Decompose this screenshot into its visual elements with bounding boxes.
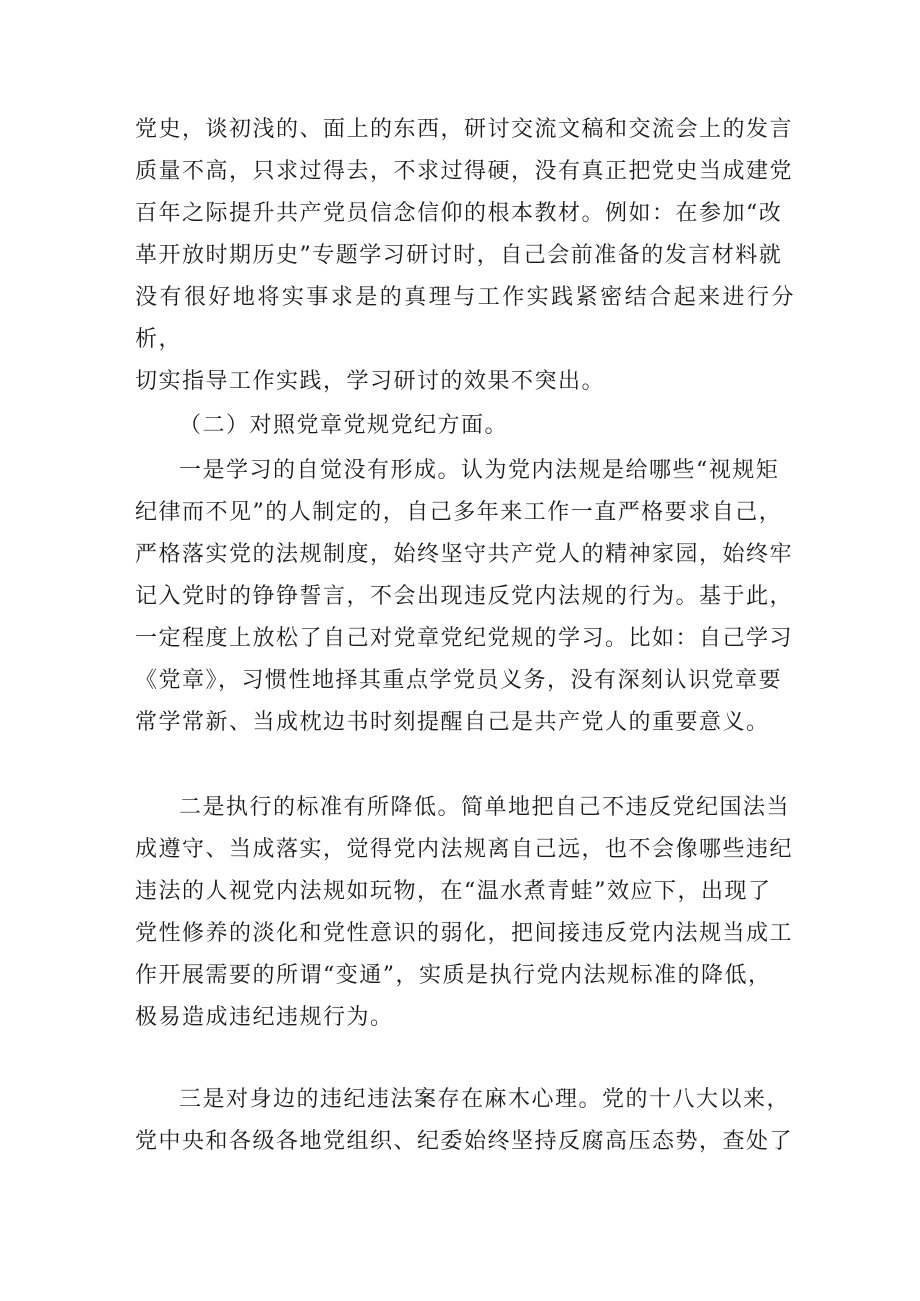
text-line: 质量不高，只求过得去，不求过得硬，没有真正把党史当成建党: [135, 159, 794, 184]
text-line: 作开展需要的所谓“变通”，实质是执行党内法规标准的降低，: [135, 963, 772, 988]
text-line: 百年之际提升共产党员信念信仰的根本教材。例如：在参加“改: [135, 201, 783, 226]
paragraph-self-awareness: [135, 450, 795, 744]
text-line: 党性修养的淡化和党性意识的弱化，把间接违反党内法规当成工: [135, 921, 794, 946]
paragraph-numbness: [135, 1079, 795, 1163]
text-line: 一是学习的自觉没有形成。认为党内法规是给哪些“视规矩: [179, 458, 780, 483]
text-line: 常学常新、当成枕边书时刻提醒自己是共产党人的重要意义。: [135, 710, 770, 735]
text-line: 党史，谈初浅的、面上的东西，研讨交流文稿和交流会上的发言: [135, 117, 794, 142]
text-line: 一定程度上放松了自己对党章党纪党规的学习。比如：自己学习: [135, 626, 794, 651]
text-line: 成遵守、当成落实，觉得党内法规离自己远，也不会像哪些违纪: [135, 837, 794, 862]
text-line: 没有很好地将实事求是的真理与工作实践紧密结合起来进行分析，: [135, 285, 795, 352]
text-line: 记入党时的铮铮誓言，不会出现违反党内法规的行为。基于此，: [135, 584, 794, 609]
paragraph-party-history-study: [135, 109, 795, 403]
text-line: 革开放时期历史”专题学习研讨时，自己会前准备的发言材料就: [135, 243, 783, 268]
text-line: 切实指导工作实践，学习研讨的效果不突出。: [135, 369, 606, 394]
text-line: 《党章》，习惯性地择其重点学党员义务，没有深刻认识党章要: [135, 668, 783, 693]
paragraph-execution-standard: [135, 787, 795, 1039]
text-line: 二是执行的标准有所降低。简单地把自己不违反党纪国法当: [179, 795, 791, 820]
text-line: 纪律而不见”的人制定的，自己多年来工作一直严格要求自己，: [135, 500, 783, 525]
text-line: 极易造成违纪违规行为。: [135, 1005, 394, 1030]
text-line: 党中央和各级各地党组织、纪委始终坚持反腐高压态势，查处了: [135, 1129, 794, 1154]
text-line: 三是对身边的违纪违法案存在麻木心理。党的十八大以来，: [179, 1087, 791, 1112]
text-line: 违法的人视党内法规如玩物，在“温水煮青蛙”效应下，出现了: [135, 879, 772, 904]
text-line: 严格落实党的法规制度，始终坚守共产党人的精神家园，始终牢: [135, 542, 794, 567]
section-heading: （二）对照党章党规党纪方面。: [179, 413, 509, 438]
